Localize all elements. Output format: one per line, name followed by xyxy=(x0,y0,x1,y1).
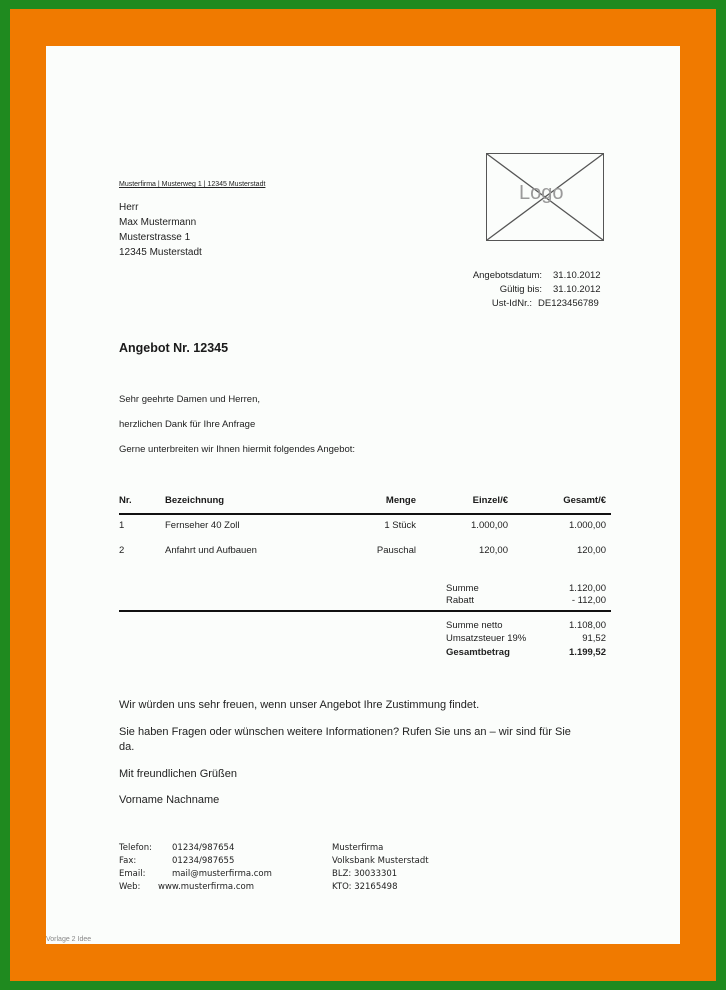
table-header-rule xyxy=(119,513,611,515)
watermark: Vorlage 2 Idee xyxy=(46,936,92,943)
row2-total: 120,00 xyxy=(576,545,606,556)
regards: Mit freundlichen Grüßen xyxy=(119,768,237,780)
recipient-street: Musterstrasse 1 xyxy=(119,232,191,243)
column-header-nr: Nr. xyxy=(119,495,132,506)
grand-total-value: 1.199,52 xyxy=(569,647,606,658)
logo-text: Logo xyxy=(519,182,564,204)
document-page xyxy=(46,46,680,944)
footer-company: Musterfirma xyxy=(332,843,384,853)
row1-nr: 1 xyxy=(119,520,125,531)
row2-nr: 2 xyxy=(119,545,125,556)
vat-value: DE123456789 xyxy=(538,298,599,309)
footer-fax-value: 01234/987655 xyxy=(172,856,235,866)
column-header-description: Bezeichnung xyxy=(165,495,225,506)
column-header-total: Gesamt/€ xyxy=(563,495,606,506)
recipient-city: 12345 Musterstadt xyxy=(119,247,202,258)
offer-title: Angebot Nr. 12345 xyxy=(119,341,229,355)
recipient-salutation: Herr xyxy=(119,202,139,213)
grand-total-label: Gesamtbetrag xyxy=(446,647,510,658)
subtotal-value: 1.120,00 xyxy=(569,583,606,594)
row2-description: Anfahrt und Aufbauen xyxy=(165,545,257,556)
greeting: Sehr geehrte Damen und Herren, xyxy=(119,394,260,405)
net-label: Summe netto xyxy=(446,620,503,631)
row1-description: Fernseher 40 Zoll xyxy=(165,520,240,531)
footer-phone-value: 01234/987654 xyxy=(172,843,235,853)
valid-label: Gültig bis: xyxy=(499,284,542,295)
column-header-unit-price: Einzel/€ xyxy=(472,495,508,506)
sender-line: Musterfirma | Musterweg 1 | 12345 Musterstadt xyxy=(119,181,266,188)
footer-web-label: Web: xyxy=(119,882,141,892)
vat-amount-value: 91,52 xyxy=(582,633,606,644)
closing-line-2b: da. xyxy=(119,741,135,753)
totals-rule xyxy=(119,610,611,612)
thanks-text: herzlichen Dank für Ihre Anfrage xyxy=(119,419,256,430)
closing-line-2a: Sie haben Fragen oder wünschen weitere Informationen? Rufen Sie uns an – wir sind für Sie xyxy=(119,726,571,738)
row1-quantity: 1 Stück xyxy=(384,520,416,531)
net-value: 1.108,00 xyxy=(569,620,606,631)
footer-email-value: mail@musterfirma.com xyxy=(172,869,272,879)
footer-bank: Volksbank Musterstadt xyxy=(332,856,429,866)
footer-blz: BLZ: 30033301 xyxy=(332,869,398,879)
footer-email-label: Email: xyxy=(119,869,146,879)
row2-quantity: Pauschal xyxy=(376,545,416,556)
footer-fax-label: Fax: xyxy=(119,856,137,866)
row1-unit-price: 1.000,00 xyxy=(471,520,508,531)
footer-web-value: www.musterfirma.com xyxy=(158,882,254,892)
recipient-name: Max Mustermann xyxy=(119,217,197,228)
subtotal-label: Summe xyxy=(446,583,479,594)
column-header-quantity: Menge xyxy=(385,495,416,506)
footer-kto: KTO: 32165498 xyxy=(332,882,398,892)
discount-value: - 112,00 xyxy=(571,595,606,606)
logo-placeholder xyxy=(486,153,604,241)
row1-total: 1.000,00 xyxy=(569,520,606,531)
discount-label: Rabatt xyxy=(446,595,474,606)
valid-value: 31.10.2012 xyxy=(553,284,601,295)
row2-unit-price: 120,00 xyxy=(478,545,508,556)
date-label: Angebotsdatum: xyxy=(472,270,542,281)
closing-line-1: Wir würden uns sehr freuen, wenn unser Angebot Ihre Zustimmung findet. xyxy=(119,699,480,711)
vat-label: Ust-IdNr.: xyxy=(491,298,532,309)
vat-amount-label: Umsatzsteuer 19% xyxy=(446,633,527,644)
footer-phone-label: Telefon: xyxy=(119,843,153,853)
date-value: 31.10.2012 xyxy=(553,270,601,281)
offer-text: Gerne unterbreiten wir Ihnen hiermit folgendes Angebot: xyxy=(119,444,356,455)
signature-name: Vorname Nachname xyxy=(119,794,220,806)
